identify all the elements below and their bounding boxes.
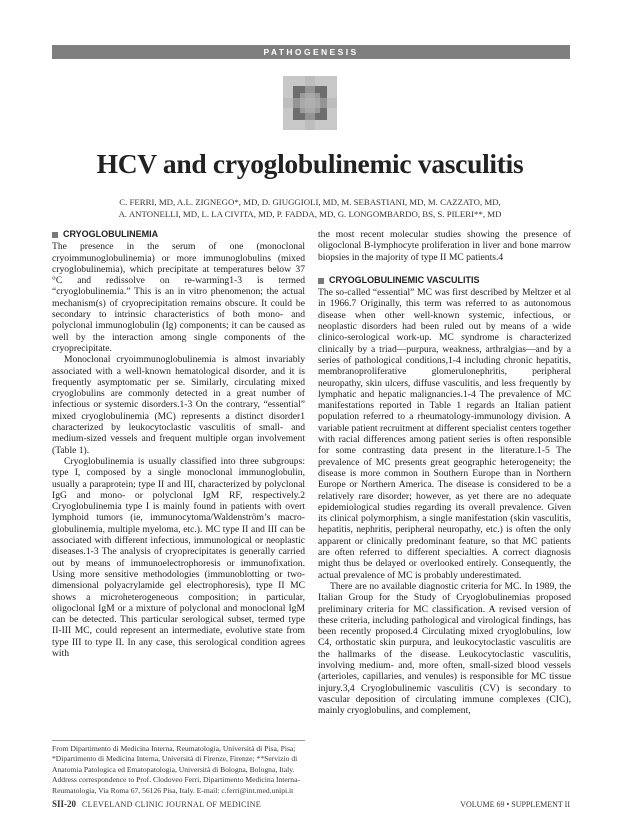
footnote-affiliations: From Dipartimento di Medicina Interna, Reumatologia, Università di Pisa, Pisa; *Dipartimento di Medicina Interna, Università di Firenze, Firenze; **Servizio di Anatomia Patologica ed Ematopatologia, Università di Bologna, Bologna, Italy. bbox=[52, 744, 298, 774]
section-bullet-icon bbox=[52, 232, 58, 238]
section-bullet-icon bbox=[318, 278, 324, 284]
affiliation-footnote bbox=[52, 744, 305, 796]
page-number: SII-20 bbox=[52, 799, 77, 809]
author-line-1: C. FERRI, MD, A.L. ZIGNEGO*, MD, D. GIUGGIOLI, MD, M. SEBASTIANI, MD, M. CAZZATO, MD, bbox=[119, 197, 501, 207]
left-column bbox=[52, 229, 305, 659]
footnote-correspondence: Address correspondence to Prof. Clodoveo Ferri, Dipartimento Medicina Interna-Reumatologia, Via Roma 67, 56126 Pisa, Italy. E-mail: c.ferri@int.med.unipi.it bbox=[52, 775, 300, 795]
footnote-divider bbox=[52, 740, 305, 741]
paragraph: Cryoglobulinemia is usually classified into three subgroups: type I, composed by a single monoclonal immunoglobulin, usually a paraprotein; type II and III, characterized by polyclonal IgG and mono- or polyclonal IgM RF, respectively.2 Cryoglobulinemia type I is mainly found in patients with overt lymphoid tumors (ie, immunocytoma/Waldenström’s macro-globulinemia, multiple myeloma, etc.). MC type II and III can be associated with different infectious, immunological or neoplastic diseases.1-3 The analysis of cryoprecipitates is generally carried out by means of immunoelectrophoresis or immunofixation. Using more sensitive methodologies (immunoblotting or two-dimensional polyacrylamide gel electrophoresis), type II MC shows a microheterogeneous composition; in particular, oligoclonal IgM or a mixture of polyclonal and monoclonal IgM can be detected. This particular serological subset, termed type II-III MC, could represent an intermediate, evolutive state from type III to type II. In any case, this serological condition agrees with bbox=[52, 455, 305, 659]
paragraph: There are no available diagnostic criteria for MC. In 1989, the Italian Group for the Study of Cryoglobulinemias proposed preliminary criteria for MC classification. A revised version of these criteria, including pathological and virological findings, has been recently proposed.4 Circulating mixed cryoglobulins, low C4, orthostatic skin purpura, and leukocytoclastic vasculitis are the hallmarks of the disease. Leukocytoclastic vasculitis, involving medium- and, more often, small-sized blood vessels (arterioles, capillaries, and venules) is responsible for MC tissue injury.3,4 Cryoglobulinemic vasculitis (CV) is secondary to vascular deposition of circulating immune complexes (CIC), mainly cryoglobulins, and complement, bbox=[318, 580, 571, 717]
paragraph: the most recent molecular studies showing the presence of oligoclonal B-lymphocyte proliferation in liver and bone marrow biopsies in the majority of type II MC patients.4 bbox=[318, 229, 571, 263]
right-column bbox=[318, 229, 571, 716]
section-heading-text: CRYOGLOBULINEMIC VASCULITIS bbox=[329, 274, 480, 285]
footer-left bbox=[52, 799, 261, 809]
section-heading-cryoglobulinemic-vasculitis bbox=[318, 275, 571, 286]
pathogenesis-logo-icon bbox=[283, 76, 337, 130]
paragraph: Monoclonal cryoimmunoglobulinemia is almost invariably associated with a well-known hematological disorder, and it is frequently asymptomatic per se. Similarly, circulating mixed cryoglobulins are commonly detected in a great number of infectious or systemic disorders.1-3 On the contrary, “essential” mixed cryoglobulinemia (MC) represents a distinct disorder1 characterized by leukocytoclastic vasculitis of small- and medium-sized vessels and frequent multiple organ involvement (Table 1). bbox=[52, 354, 305, 456]
volume-info: VOLUME 69 • SUPPLEMENT II bbox=[460, 800, 570, 809]
section-heading-cryoglobulinemia bbox=[52, 229, 305, 240]
paragraph: The so-called “essential” MC was first described by Meltzer et al in 1966.7 Originally, this term was referred to as autonomous disease when other well-known systemic, infectious, or neoplastic disorders had been ruled out by means of a wide clinico-serological work-up. MC syndrome is characterized clinically by a triad—purpura, weakness, arthralgias—and by a series of pathological conditions,1-4 including chronic hepatitis, membranoproliferative glomerulonephritis, peripheral neuropathy, skin ulcers, diffuse vasculitis, and less frequently by lymphatic and hepatic malignancies.1-4 The prevalence of MC manifestations reported in Table 1 regards an Italian patient population referred to a rheumatology-immunology division. A variable patient recruitment at different specialist centers together with racial differences among patient series is often responsible for some contrasting data present in the literature.1-5 The prevalence of MC presents great geographic heterogeneity; the disease is more common in Southern Europe than in Northern Europe or Northern America. The disease is considered to be a relatively rare disorder; however, as yet there are no adequate epidemiological studies regarding its overall prevalence. Given its clinical polymorphism, a single manifestation (skin vasculitis, hepatitis, nephritis, peripheral neuropathy, etc.) is often the only apparent or clinically predominant feature, so that MC patients are often referred to different specialties. A correct diagnosis might thus be delayed or overlooked entirely. Consequently, the actual prevalence of MC is probably underestimated. bbox=[318, 287, 571, 581]
page-footer bbox=[52, 799, 570, 809]
section-heading-text: CRYOGLOBULINEMIA bbox=[63, 229, 159, 239]
article-title: HCV and cryoglobulinemic vasculitis bbox=[96, 148, 524, 179]
paragraph: The presence in the serum of one (monoclonal cryoimmunoglobulinemia) or more immunoglobulins (mixed cryoglobulinemia), which precipitate at temperatures below 37 °C and redissolve on re-warming1-3 is termed “cryoglobulinemia.” This is an in vitro phenomenon; the actual mechanism(s) of cryoprecipitation remains obscure. It could be secondary to intrinsic characteristics of both mono- and polyclonal immunoglobulin (Ig) components; it can be caused as well by the interaction among single components of the cryoprecipitate. bbox=[52, 241, 305, 354]
section-banner: PATHOGENESIS bbox=[52, 45, 570, 59]
author-line-2: A. ANTONELLI, MD, L. LA CIVITA, MD, P. FADDA, MD, G. LONGOMBARDO, BS, S. PILERI**, MD bbox=[118, 209, 502, 219]
journal-name: CLEVELAND CLINIC JOURNAL OF MEDICINE bbox=[82, 800, 261, 809]
author-list bbox=[70, 196, 550, 220]
